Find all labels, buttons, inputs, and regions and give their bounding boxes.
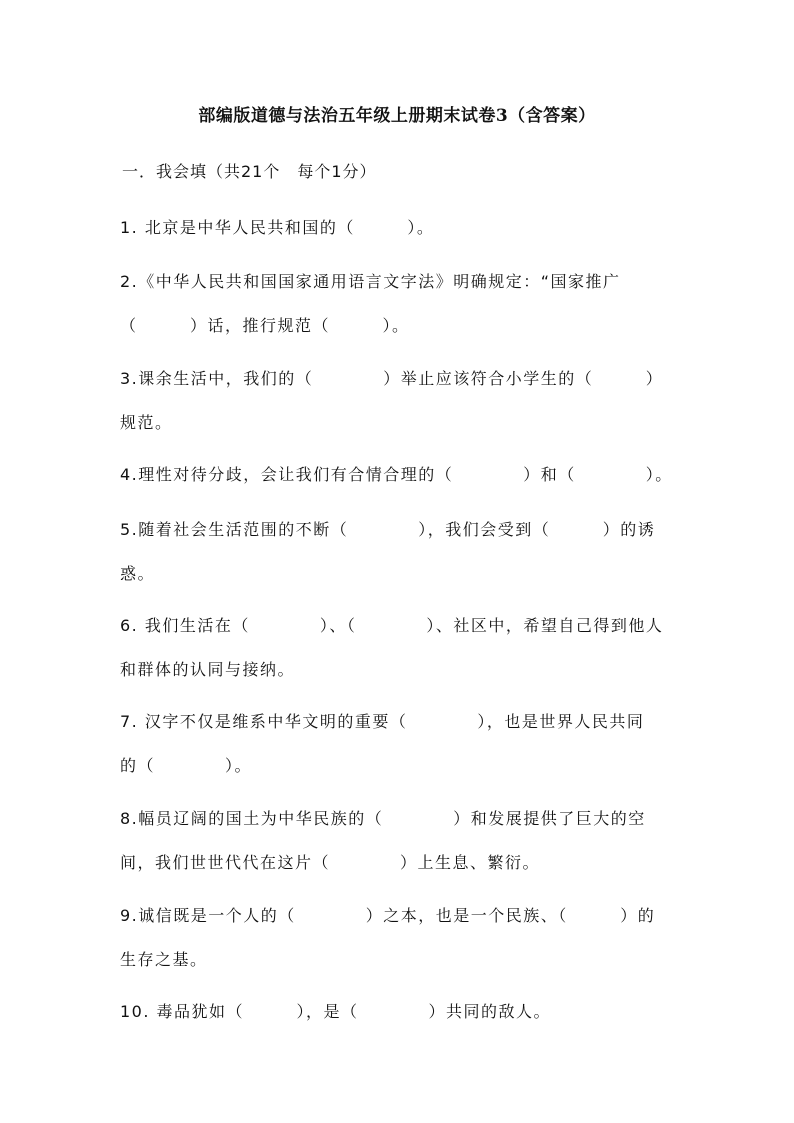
question-line: 8.幅员辽阔的国土为中华民族的（ ）和发展提供了巨大的空 xyxy=(120,809,646,828)
question-6 xyxy=(120,604,685,692)
question-line: 间，我们世世代代在这片（ ）上生息、繁衍。 xyxy=(120,853,541,872)
question-8 xyxy=(120,797,685,885)
question-3 xyxy=(120,357,685,445)
question-line: 惑。 xyxy=(120,564,156,583)
question-line: 9.诚信既是一个人的（ ）之本，也是一个民族、（ ）的 xyxy=(120,906,656,925)
question-line: 10. 毒品犹如（ ），是（ ）共同的敌人。 xyxy=(120,1002,552,1021)
question-line: 7. 汉字不仅是维系中华文明的重要（ ），也是世界人民共同 xyxy=(120,712,645,731)
question-line: 3.课余生活中，我们的（ ）举止应该符合小学生的（ ） xyxy=(120,369,664,388)
question-line: 1. 北京是中华人民共和国的（ ）。 xyxy=(120,218,435,237)
question-line: 2.《中华人民共和国国家通用语言文字法》明确规定：“国家推广 xyxy=(120,272,621,291)
question-line: 5.随着社会生活范围的不断（ ），我们会受到（ ）的诱 xyxy=(120,520,656,539)
question-4 xyxy=(120,453,685,497)
question-9 xyxy=(120,894,685,982)
question-line: 规范。 xyxy=(120,413,173,432)
question-line: 4.理性对待分歧，会让我们有合情合理的（ ）和（ ）。 xyxy=(120,465,673,484)
question-line: 生存之基。 xyxy=(120,950,208,969)
question-line: 和群体的认同与接纳。 xyxy=(120,660,296,679)
question-line: 6. 我们生活在（ ）、（ ）、社区中，希望自己得到他人 xyxy=(120,616,664,635)
question-5 xyxy=(120,508,685,596)
question-2 xyxy=(120,260,685,348)
section-heading: 一．我会填（共21个 每个1分） xyxy=(122,162,377,181)
question-line: （ ）话，推行规范（ ）。 xyxy=(120,316,410,335)
question-1 xyxy=(120,206,685,250)
question-line: 的（ ）。 xyxy=(120,756,253,775)
question-7 xyxy=(120,700,685,788)
question-10 xyxy=(120,990,685,1034)
document-title: 部编版道德与法治五年级上册期末试卷3（含答案） xyxy=(198,106,596,126)
